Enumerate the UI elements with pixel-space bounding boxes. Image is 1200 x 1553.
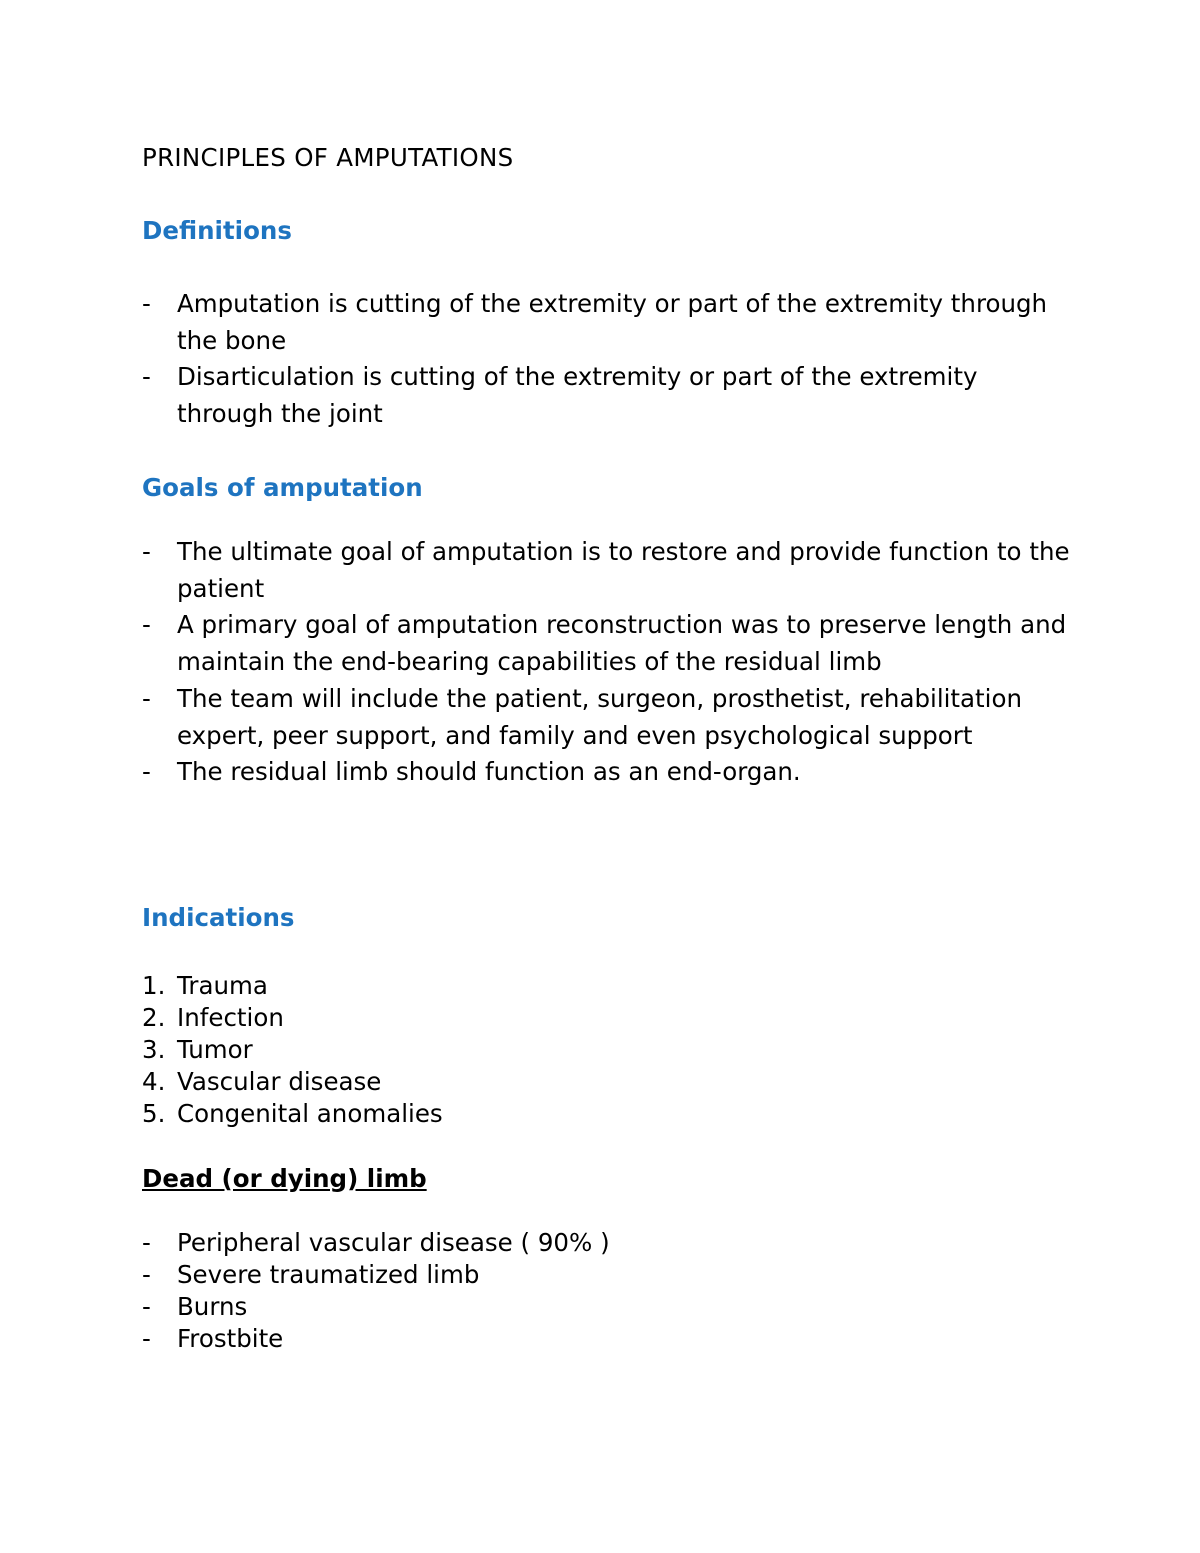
list-item-text: Congenital anomalies [177, 1099, 443, 1128]
list-item-text: The residual limb should function as an end-organ. [177, 757, 801, 787]
list-item-text: A primary goal of amputation reconstruction was to preserve length and maintain the end-bearing capabilities of the residual limb [177, 610, 1067, 677]
list-number: 2. [142, 1003, 166, 1032]
list-item-text: Trauma [177, 971, 268, 1000]
list-item [142, 681, 1072, 754]
list-item-text: The team will include the patient, surgeon, prosthetist, rehabilitation expert, peer support, and family and even psychological support [177, 683, 1022, 750]
definitions-heading: Definitions [142, 216, 292, 245]
bullet-dash: - [142, 757, 151, 787]
list-item-text: Vascular disease [177, 1067, 382, 1096]
list-item [142, 607, 1072, 680]
indications-list [142, 970, 1072, 1130]
list-item [142, 286, 1072, 359]
list-item-text: Peripheral vascular disease ( 90% ) [177, 1228, 610, 1257]
list-item [142, 1259, 1072, 1291]
list-item [142, 1034, 1072, 1066]
bullet-dash: - [142, 362, 151, 392]
list-number: 5. [142, 1099, 166, 1128]
list-item-text: Tumor [177, 1035, 253, 1064]
list-number: 1. [142, 971, 166, 1000]
list-item [142, 1098, 1072, 1130]
goals-list [142, 534, 1072, 791]
indications-heading: Indications [142, 903, 295, 932]
list-item [142, 1002, 1072, 1034]
bullet-dash: - [142, 289, 151, 318]
definitions-list [142, 286, 1072, 433]
bullet-dash: - [142, 537, 151, 566]
list-item-text: Burns [177, 1292, 248, 1321]
list-number: 3. [142, 1035, 166, 1064]
list-item-text: Severe traumatized limb [177, 1260, 480, 1289]
bullet-dash: - [142, 1292, 151, 1321]
list-item-text: Disarticulation is cutting of the extremity or part of the extremity through the joint [177, 362, 978, 429]
bullet-dash: - [142, 1260, 151, 1289]
document-title: PRINCIPLES OF AMPUTATIONS [142, 143, 514, 172]
list-item-text: Frostbite [177, 1324, 284, 1353]
bullet-dash: - [142, 1324, 151, 1353]
bullet-dash: - [142, 610, 151, 640]
list-item [142, 1323, 1072, 1355]
list-item [142, 970, 1072, 1002]
list-item [142, 359, 1072, 432]
list-item-text: Infection [177, 1003, 284, 1032]
list-item [142, 1291, 1072, 1323]
list-number: 4. [142, 1067, 166, 1096]
dead-limb-list [142, 1227, 1072, 1355]
goals-heading: Goals of amputation [142, 473, 423, 502]
list-item-text: Amputation is cutting of the extremity or part of the extremity through the bone [177, 289, 1048, 355]
list-item [142, 1227, 1072, 1259]
bullet-dash: - [142, 683, 151, 713]
list-item-text: The ultimate goal of amputation is to restore and provide function to the patient [177, 537, 1070, 603]
list-item [142, 754, 1072, 791]
dead-limb-heading: Dead (or dying) limb [142, 1164, 427, 1193]
bullet-dash: - [142, 1228, 151, 1257]
list-item [142, 534, 1072, 607]
list-item [142, 1066, 1072, 1098]
